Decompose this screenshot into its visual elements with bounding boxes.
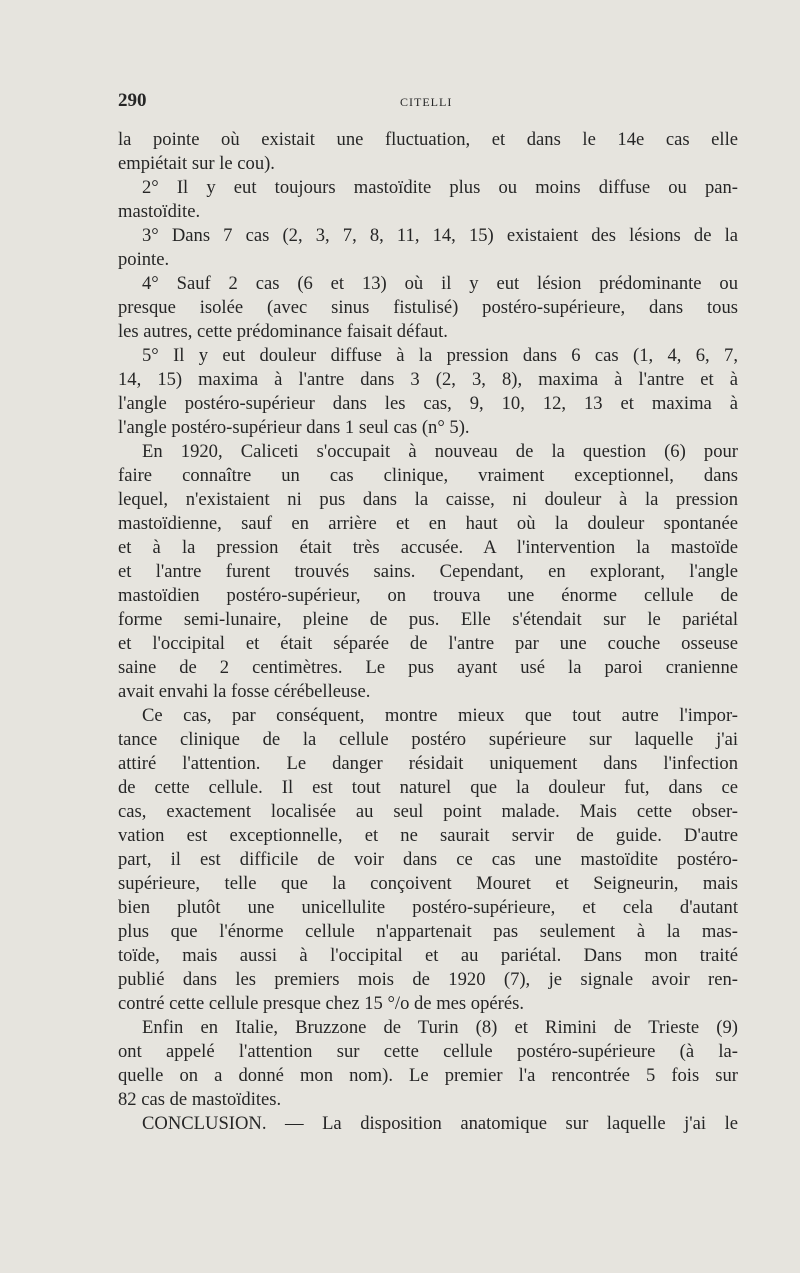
text-line: saine de 2 centimètres. Le pus ayant usé la paroi cranienne [118, 657, 738, 678]
body-text [118, 128, 738, 1136]
text-line: pointe. [118, 249, 170, 270]
text-line: contré cette cellule presque chez 15 °/o de mes opérés. [118, 993, 524, 1014]
text-line: et l'occipital et était séparée de l'antre par une couche osseuse [118, 633, 738, 654]
text-line: Enfin en Italie, Bruzzone de Turin (8) et Rimini de Trieste (9) [142, 1017, 738, 1038]
text-line: tance clinique de la cellule postéro supérieure sur laquelle j'ai [118, 729, 738, 750]
text-line: l'angle postéro-supérieur dans 1 seul cas (n° 5). [118, 417, 470, 438]
text-line: cas, exactement localisée au seul point malade. Mais cette obser- [118, 801, 738, 822]
text-line: 4° Sauf 2 cas (6 et 13) où il y eut lésion prédominante ou [142, 273, 738, 294]
text-line: mastoïdienne, sauf en arrière et en haut où la douleur spontanée [118, 513, 738, 534]
text-line: 3° Dans 7 cas (2, 3, 7, 8, 11, 14, 15) existaient des lésions de la [142, 225, 738, 246]
text-line: la pointe où existait une fluctuation, et dans le 14e cas elle [118, 129, 738, 150]
running-head: CITELLI [400, 95, 453, 109]
text-line: ont appelé l'attention sur cette cellule postéro-supérieure (à la- [118, 1041, 738, 1062]
text-line: attiré l'attention. Le danger résidait uniquement dans l'infection [118, 753, 738, 774]
text-line: presque isolée (avec sinus fistulisé) postéro-supérieure, dans tous [118, 297, 738, 318]
text-line: Ce cas, par conséquent, montre mieux que tout autre l'impor- [142, 705, 738, 726]
text-line: lequel, n'existaient ni pus dans la caisse, ni douleur à la pression [118, 489, 738, 510]
text-line: empiétait sur le cou). [118, 153, 275, 174]
text-line: supérieure, telle que la conçoivent Mouret et Seigneurin, mais [118, 873, 738, 894]
text-line: mastoïdite. [118, 201, 201, 222]
text-line: forme semi-lunaire, pleine de pus. Elle s'étendait sur le pariétal [118, 609, 738, 630]
text-line: vation est exceptionnelle, et ne saurait servir de guide. D'autre [118, 825, 738, 846]
text-line: 5° Il y eut douleur diffuse à la pression dans 6 cas (1, 4, 6, 7, [142, 345, 738, 366]
text-line: quelle on a donné mon nom). Le premier l'a rencontrée 5 fois sur [118, 1065, 738, 1086]
text-line: CONCLUSION. — La disposition anatomique sur laquelle j'ai le [142, 1113, 738, 1134]
text-line: bien plutôt une unicellulite postéro-supérieure, et cela d'autant [118, 897, 738, 918]
text-line: 2° Il y eut toujours mastoïdite plus ou moins diffuse ou pan- [142, 177, 738, 198]
text-line: publié dans les premiers mois de 1920 (7), je signale avoir ren- [118, 969, 738, 990]
text-line: En 1920, Caliceti s'occupait à nouveau de la question (6) pour [142, 441, 738, 462]
text-line: plus que l'énorme cellule n'appartenait pas seulement à la mas- [118, 921, 738, 942]
text-line: faire connaître un cas clinique, vraiment exceptionnel, dans [118, 465, 738, 486]
text-line: de cette cellule. Il est tout naturel que la douleur fut, dans ce [118, 777, 738, 798]
text-line: part, il est difficile de voir dans ce cas une mastoïdite postéro- [118, 849, 738, 870]
text-line: l'angle postéro-supérieur dans les cas, 9, 10, 12, 13 et maxima à [118, 393, 738, 414]
text-line: et à la pression était très accusée. A l'intervention la mastoïde [118, 537, 738, 558]
page-number: 290 [118, 90, 147, 111]
page-header [118, 90, 738, 114]
text-line: les autres, cette prédominance faisait défaut. [118, 321, 448, 342]
text-line: 14, 15) maxima à l'antre dans 3 (2, 3, 8), maxima à l'antre et à [118, 369, 738, 390]
text-line: mastoïdien postéro-supérieur, on trouva une énorme cellule de [118, 585, 738, 606]
text-line: toïde, mais aussi à l'occipital et au pariétal. Dans mon traité [118, 945, 738, 966]
text-line: et l'antre furent trouvés sains. Cependant, en explorant, l'angle [118, 561, 738, 582]
text-line: avait envahi la fosse cérébelleuse. [118, 681, 371, 702]
text-line: 82 cas de mastoïdites. [118, 1089, 282, 1110]
